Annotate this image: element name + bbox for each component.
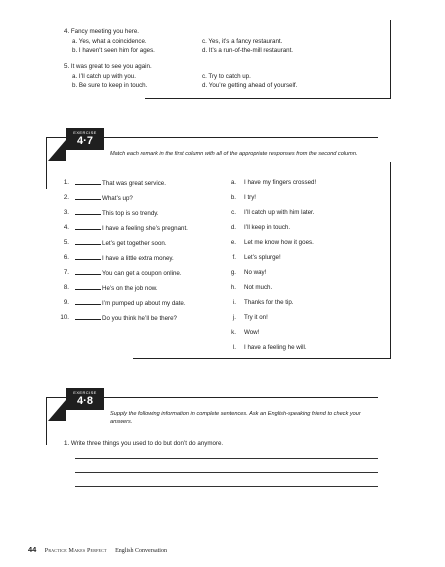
question-5-option-b: b. Be sure to keep in touch. [72, 82, 148, 89]
item-number: 8. [63, 284, 69, 291]
response-text: I’ll catch up with him later. [244, 209, 315, 216]
response-letter: i. [232, 299, 236, 306]
item-number: 6. [63, 254, 69, 261]
question-1: 1. Write three things you used to do but don’t do anymore. [64, 440, 224, 447]
question-5-option-a: a. I’ll catch up with you. [72, 73, 136, 80]
exercise-badge [66, 128, 104, 150]
exercise-badge-number: 4·7 [77, 135, 93, 147]
answer-blank[interactable] [75, 254, 101, 260]
remark-text: I have a little extra money. [102, 255, 174, 262]
book-subtitle: English Conversation [115, 548, 167, 554]
answer-line[interactable] [75, 486, 378, 487]
response-letter: j. [232, 314, 236, 321]
item-number: 5. [63, 239, 69, 246]
question-4-prompt: 4. Fancy meeting you here. [64, 28, 139, 35]
exercise-instructions: Supply the following information in complete sentences. Ask an English-speaking friend to check your answers. [110, 411, 361, 425]
answer-blank[interactable] [75, 209, 101, 215]
exercise-badge-label: EXERCISE [73, 130, 97, 135]
answer-blank[interactable] [75, 224, 101, 230]
remark-text: You can get a coupon online. [102, 270, 182, 277]
page-number: 44 [28, 545, 37, 554]
question-4-option-d: d. It’s a run-of-the-mill restaurant. [202, 47, 294, 54]
item-number: 3. [63, 209, 69, 216]
book-title: Practice Makes Perfect [44, 548, 107, 554]
remark-text: I have a feeling she’s pregnant. [102, 225, 188, 232]
answer-blank[interactable] [75, 194, 101, 200]
item-number: 1. [63, 179, 69, 186]
response-letter: e. [230, 239, 236, 246]
answer-blank[interactable] [75, 179, 101, 185]
exercise-badge [66, 388, 104, 410]
response-text: I try! [244, 194, 257, 201]
item-number: 2. [63, 194, 69, 201]
response-text: Not much. [244, 284, 273, 291]
response-letter: k. [231, 329, 236, 336]
question-4-option-c: c. Yes, it’s a fancy restaurant. [202, 38, 283, 45]
answer-blank[interactable] [75, 284, 101, 290]
remark-text: He’s on the job now. [102, 285, 158, 292]
exercise-badge-pointer [46, 137, 70, 177]
exercise-box-bottom-rule [133, 358, 391, 359]
item-number: 9. [63, 299, 69, 306]
response-text: I’ll keep in touch. [244, 224, 291, 231]
answer-blank[interactable] [75, 314, 101, 320]
question-4-option-b: b. I haven’t seen him for ages. [72, 47, 155, 54]
response-text: Wow! [244, 329, 260, 336]
response-text: Let’s splurge! [244, 254, 281, 261]
item-number: 7. [63, 269, 69, 276]
response-text: Thanks for the tip. [244, 299, 294, 306]
item-number: 10. [60, 314, 69, 321]
response-letter: g. [230, 269, 236, 276]
item-number: 4. [63, 224, 69, 231]
answer-blank[interactable] [75, 299, 101, 305]
response-text: I have my fingers crossed! [244, 179, 317, 186]
exercise-instructions: Match each remark in the first column with all of the appropriate responses from the second column. [110, 151, 358, 157]
answer-blank[interactable] [75, 269, 101, 275]
question-5-option-d: d. You’re getting ahead of yourself. [202, 82, 298, 89]
response-letter: d. [230, 224, 236, 231]
exercise-badge-pointer [46, 397, 70, 437]
response-text: No way! [244, 269, 267, 276]
exercise-box-right-rule [390, 20, 391, 99]
response-text: I have a feeling he will. [244, 344, 307, 351]
response-letter: l. [232, 344, 236, 351]
exercise-box-right-rule [390, 162, 391, 359]
question-4-option-a: a. Yes, what a coincidence. [72, 38, 147, 45]
question-5-option-c: c. Try to catch up. [202, 73, 251, 80]
response-text: Try it on! [244, 314, 268, 321]
remark-text: That was great service. [102, 180, 166, 187]
exercise-badge-label: EXERCISE [73, 390, 97, 395]
response-letter: f. [232, 254, 236, 261]
response-letter: a. [230, 179, 236, 186]
question-5-prompt: 5. It was great to see you again. [64, 63, 152, 70]
exercise-box-bottom-rule [145, 98, 391, 99]
remark-text: What’s up? [102, 195, 133, 202]
remark-text: Do you think he’ll be there? [102, 315, 177, 322]
remark-text: Let’s get together soon. [102, 240, 167, 247]
page-footer [28, 539, 167, 557]
response-text: Let me know how it goes. [244, 239, 314, 246]
answer-blank[interactable] [75, 239, 101, 245]
answer-line[interactable] [75, 458, 378, 459]
exercise-badge-number: 4·8 [77, 395, 93, 407]
answer-line[interactable] [75, 472, 378, 473]
remark-text: I’m pumped up about my date. [102, 300, 186, 307]
response-letter: b. [230, 194, 236, 201]
response-letter: c. [231, 209, 236, 216]
response-letter: h. [230, 284, 236, 291]
remark-text: This top is so trendy. [102, 210, 159, 217]
